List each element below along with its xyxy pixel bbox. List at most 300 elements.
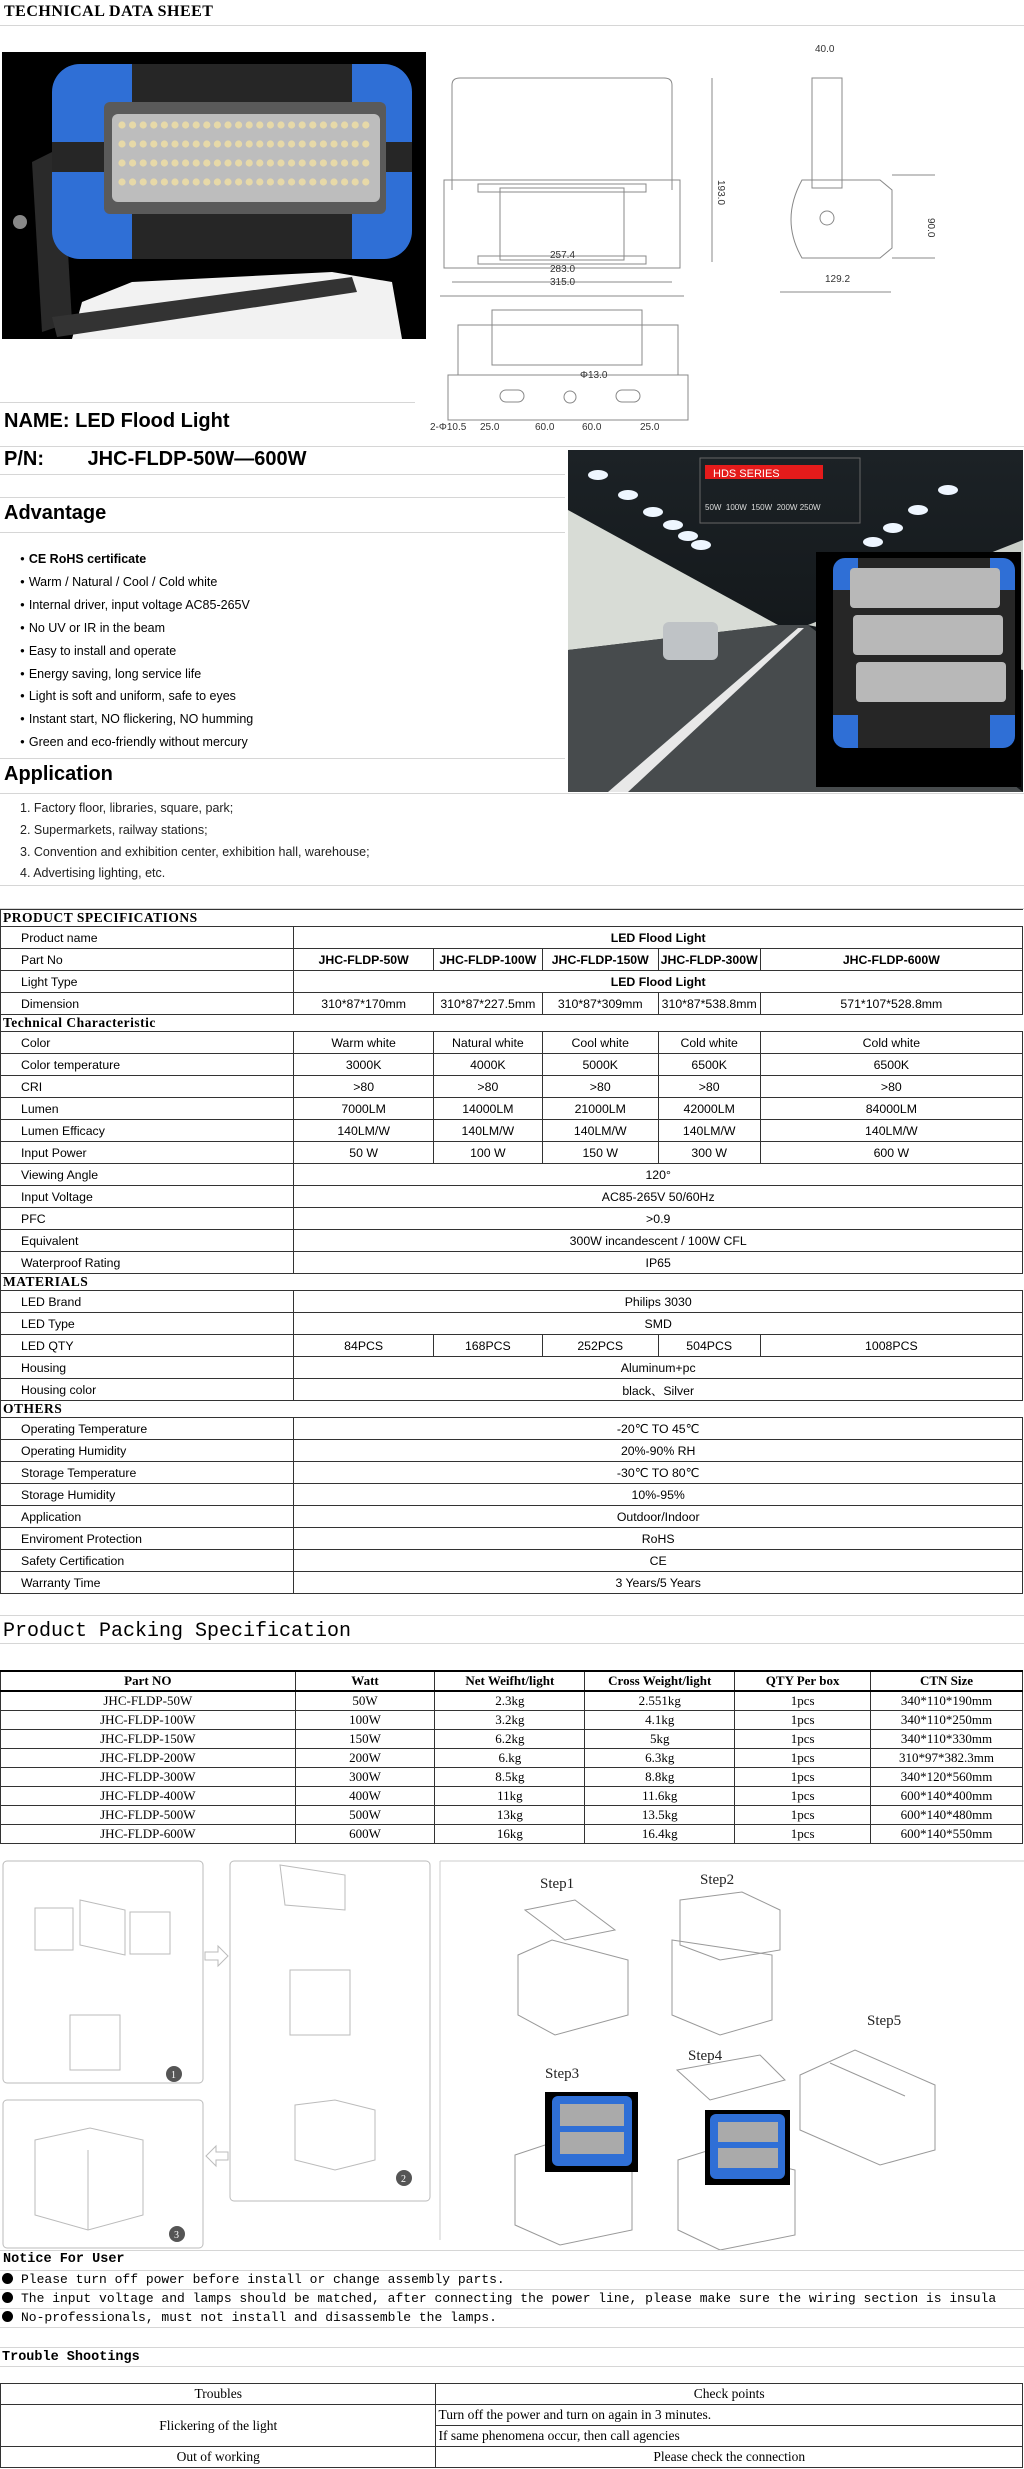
spec-label: Storage Temperature	[1, 1462, 294, 1484]
packing-cell: 6.3kg	[585, 1748, 735, 1767]
document-title: TECHNICAL DATA SHEET	[4, 3, 214, 20]
led-chip	[129, 121, 136, 128]
led-chip	[214, 178, 221, 185]
tunnel-application-photo	[568, 450, 1023, 792]
packing-cell: 13kg	[435, 1805, 585, 1824]
spec-value: 310*87*227.5mm	[433, 993, 542, 1015]
spec-value: 20%-90% RH	[294, 1440, 1023, 1462]
packing-row	[1, 1805, 1023, 1824]
led-chip	[214, 121, 221, 128]
ceiling-light	[883, 523, 903, 533]
spec-value: Cool white	[542, 1032, 658, 1054]
led-chip	[140, 159, 147, 166]
trouble-table	[0, 2383, 1023, 2468]
led-chip	[118, 159, 125, 166]
dim-label: 60.0	[535, 422, 555, 430]
packing-cell: 1pcs	[735, 1710, 871, 1729]
ceiling-light	[908, 505, 928, 515]
packing-cell: JHC-FLDP-300W	[1, 1767, 296, 1786]
spec-label: Lumen	[1, 1098, 294, 1120]
led-chip	[118, 178, 125, 185]
packing-header-row	[1, 1671, 1023, 1691]
led-chip	[161, 159, 168, 166]
spec-label: LED QTY	[1, 1335, 294, 1357]
packing-cell: 11kg	[435, 1786, 585, 1805]
bullet-icon	[2, 2292, 13, 2303]
led-chip	[182, 140, 189, 147]
led-chip	[330, 121, 337, 128]
spec-value: >80	[433, 1076, 542, 1098]
led-chip	[161, 121, 168, 128]
spec-label: Safety Certification	[1, 1550, 294, 1572]
spec-value: 504PCS	[658, 1335, 760, 1357]
led-chip	[203, 159, 210, 166]
packing-row	[1, 1748, 1023, 1767]
spec-value: Outdoor/Indoor	[294, 1506, 1023, 1528]
packing-cell: 50W	[295, 1691, 435, 1710]
spec-value: 120°	[294, 1164, 1023, 1186]
packing-cell: 1pcs	[735, 1767, 871, 1786]
application-item: 4. Advertising lighting, etc.	[20, 866, 166, 881]
led-chip	[362, 121, 369, 128]
packing-cell: 3.2kg	[435, 1710, 585, 1729]
packing-cell: JHC-FLDP-100W	[1, 1710, 296, 1729]
led-chip	[288, 121, 295, 128]
ceiling-light	[588, 470, 608, 480]
spec-label: Enviroment Protection	[1, 1528, 294, 1550]
packing-cell: 600*140*400mm	[871, 1786, 1023, 1805]
spec-label: Housing color	[1, 1379, 294, 1401]
dim-label: Φ13.0	[580, 370, 608, 381]
spec-label: Storage Humidity	[1, 1484, 294, 1506]
series-label: HDS SERIES	[713, 468, 780, 480]
led-chip	[235, 121, 242, 128]
led-chip	[214, 140, 221, 147]
product-spec-table	[0, 909, 1023, 1594]
led-chip	[150, 140, 157, 147]
spec-label: Waterproof Rating	[1, 1252, 294, 1274]
packing-table	[0, 1670, 1023, 1844]
spec-value: 21000LM	[542, 1098, 658, 1120]
packing-cell: 600*140*550mm	[871, 1824, 1023, 1843]
spec-value: 42000LM	[658, 1098, 760, 1120]
product-photo	[2, 52, 426, 339]
packing-col-header: Watt	[295, 1671, 435, 1691]
led-chip	[193, 121, 200, 128]
notice-text: No-professionals, must not install and disassemble the lamps.	[21, 2310, 497, 2325]
led-chip	[246, 178, 253, 185]
packing-cell: 6.kg	[435, 1748, 585, 1767]
led-chip	[277, 140, 284, 147]
packing-cell: 1pcs	[735, 1824, 871, 1843]
led-chip	[193, 159, 200, 166]
led-chip	[267, 159, 274, 166]
led-chip	[309, 121, 316, 128]
led-chip	[235, 140, 242, 147]
packing-row	[1, 1824, 1023, 1843]
notice-item	[2, 2272, 505, 2287]
series-wattages: 50W 100W 150W 200W 250W	[705, 503, 821, 512]
section-technical: Technical Characteristic	[1, 1015, 1023, 1032]
spec-label: Application	[1, 1506, 294, 1528]
led-chip	[246, 159, 253, 166]
spec-value: 3 Years/5 Years	[294, 1572, 1023, 1594]
led-chip	[309, 178, 316, 185]
led-chip	[256, 140, 263, 147]
led-chip	[224, 121, 231, 128]
dim-label: 40.0	[815, 44, 835, 55]
led-chip	[118, 140, 125, 147]
led-chip	[203, 121, 210, 128]
spec-value: JHC-FLDP-100W	[433, 949, 542, 971]
application-item: 1. Factory floor, libraries, square, park;	[20, 801, 234, 815]
check-cell: If same phenomena occur, then call agencies	[436, 2426, 1023, 2447]
packing-cell: 300W	[295, 1767, 435, 1786]
packing-row	[1, 1691, 1023, 1710]
led-chip	[277, 178, 284, 185]
dimension-drawing	[430, 40, 1024, 430]
spec-value: 100 W	[433, 1142, 542, 1164]
spec-value: >0.9	[294, 1208, 1023, 1230]
led-chip	[341, 140, 348, 147]
led-chip	[193, 178, 200, 185]
led-chip	[277, 121, 284, 128]
led-chip	[246, 121, 253, 128]
spec-label: Housing	[1, 1357, 294, 1379]
spec-label: Color temperature	[1, 1054, 294, 1076]
spec-value: CE	[294, 1550, 1023, 1572]
spec-value: 4000K	[433, 1054, 542, 1076]
led-chip	[182, 159, 189, 166]
packing-cell: 150W	[295, 1729, 435, 1748]
ceiling-light	[938, 485, 958, 495]
dim-label: 257.4	[550, 250, 576, 261]
led-chip	[288, 159, 295, 166]
spec-value: Cold white	[760, 1032, 1022, 1054]
spec-value: >80	[658, 1076, 760, 1098]
spec-value: 6500K	[760, 1054, 1022, 1076]
packing-cell: 4.1kg	[585, 1710, 735, 1729]
packing-cell: 600*140*480mm	[871, 1805, 1023, 1824]
ceiling-light	[618, 490, 638, 500]
ceiling-light	[691, 540, 711, 550]
flood-light-illustration	[2, 52, 426, 339]
packing-col-header: QTY Per box	[735, 1671, 871, 1691]
led-chip	[182, 121, 189, 128]
led-chip	[171, 121, 178, 128]
packing-cell: 2.3kg	[435, 1691, 585, 1710]
packing-cell: 5kg	[585, 1729, 735, 1748]
spec-value: 140LM/W	[658, 1120, 760, 1142]
spec-value: SMD	[294, 1313, 1023, 1335]
led-chip	[352, 140, 359, 147]
led-chip	[193, 140, 200, 147]
packing-steps-svg	[0, 1860, 1024, 2250]
led-chip	[320, 121, 327, 128]
led-chip	[288, 178, 295, 185]
led-chip	[150, 178, 157, 185]
spec-value: JHC-FLDP-600W	[760, 949, 1022, 971]
led-chip	[129, 140, 136, 147]
spec-label: Dimension	[1, 993, 294, 1015]
spec-label: PFC	[1, 1208, 294, 1230]
spec-label: Product name	[1, 927, 294, 949]
packing-row	[1, 1729, 1023, 1748]
led-chip	[362, 140, 369, 147]
packing-cell: 340*110*250mm	[871, 1710, 1023, 1729]
led-chip	[267, 178, 274, 185]
spec-value: 10%-95%	[294, 1484, 1023, 1506]
led-chip	[171, 159, 178, 166]
led-chip	[214, 159, 221, 166]
led-chip	[267, 140, 274, 147]
pn-value: JHC-FLDP-50W—600W	[87, 448, 307, 470]
check-cell: Turn off the power and turn on again in 3 minutes.	[436, 2405, 1023, 2426]
notice-item	[2, 2291, 996, 2306]
step-label: Step1	[540, 1876, 575, 1892]
advantage-item: ● Light is soft and uniform, safe to eyes	[20, 685, 253, 708]
packing-cell: 1pcs	[735, 1729, 871, 1748]
led-chip	[256, 178, 263, 185]
advantage-item: ● CE RoHS certificate	[20, 548, 253, 571]
dim-label: 283.0	[550, 264, 576, 275]
spec-value: black、Silver	[294, 1379, 1023, 1401]
spec-value: 571*107*528.8mm	[760, 993, 1022, 1015]
spec-value: 3000K	[294, 1054, 434, 1076]
led-chip	[161, 178, 168, 185]
part-number-line	[4, 448, 306, 471]
spec-value: >80	[294, 1076, 434, 1098]
led-chip	[129, 178, 136, 185]
packing-cell: 16kg	[435, 1824, 585, 1843]
ceiling-light	[663, 520, 683, 530]
spec-value: Warm white	[294, 1032, 434, 1054]
led-chip	[140, 140, 147, 147]
trouble-cell: Out of working	[1, 2447, 436, 2468]
application-item: 3. Convention and exhibition center, exhibition hall, warehouse;	[20, 844, 370, 859]
led-chip	[140, 178, 147, 185]
advantage-item: ● Warm / Natural / Cool / Cold white	[20, 571, 253, 594]
spec-label: Lumen Efficacy	[1, 1120, 294, 1142]
led-chip	[341, 121, 348, 128]
spec-value: 140LM/W	[294, 1120, 434, 1142]
packing-cell: 6.2kg	[435, 1729, 585, 1748]
notice-text: Please turn off power before install or change assembly parts.	[21, 2272, 505, 2287]
spec-value: JHC-FLDP-300W	[658, 949, 760, 971]
advantage-heading: Advantage	[4, 502, 107, 524]
trouble-cell: Flickering of the light	[1, 2405, 436, 2447]
spec-label: Part No	[1, 949, 294, 971]
spec-value: 6500K	[658, 1054, 760, 1076]
spec-value: 310*87*170mm	[294, 993, 434, 1015]
application-list	[20, 798, 370, 885]
packing-steps-illustration	[0, 1860, 1024, 2250]
packing-cell: 8.5kg	[435, 1767, 585, 1786]
spec-value: 7000LM	[294, 1098, 434, 1120]
packing-cell: 200W	[295, 1748, 435, 1767]
spec-value: JHC-FLDP-50W	[294, 949, 434, 971]
spec-label: LED Brand	[1, 1291, 294, 1313]
packing-cell: 2.551kg	[585, 1691, 735, 1710]
spec-value: LED Flood Light	[294, 971, 1023, 993]
advantage-item: ● Green and eco-friendly without mercury	[20, 731, 253, 754]
spec-value: 300W incandescent / 100W CFL	[294, 1230, 1023, 1252]
drawing-svg	[430, 40, 1024, 430]
dim-label: 25.0	[480, 422, 500, 430]
application-item: 2. Supermarkets, railway stations;	[20, 822, 208, 837]
led-chip	[352, 178, 359, 185]
check-cell: Please check the connection	[436, 2447, 1023, 2468]
packing-cell: 1pcs	[735, 1748, 871, 1767]
led-chip	[203, 140, 210, 147]
spec-label: Light Type	[1, 971, 294, 993]
spec-value: JHC-FLDP-150W	[542, 949, 658, 971]
packing-cell: 13.5kg	[585, 1805, 735, 1824]
advantage-list	[20, 548, 253, 754]
step-label: Step4	[688, 2048, 723, 2064]
led-chip	[235, 159, 242, 166]
tunnel-illustration	[568, 450, 1023, 792]
led-chip	[362, 178, 369, 185]
led-chip	[320, 140, 327, 147]
led-chip	[161, 140, 168, 147]
led-chip	[288, 140, 295, 147]
spec-value: Aluminum+pc	[294, 1357, 1023, 1379]
dim-label: 25.0	[640, 422, 660, 430]
packing-col-header: Part NO	[1, 1671, 296, 1691]
spec-value: 310*87*538.8mm	[658, 993, 760, 1015]
dim-label: 60.0	[582, 422, 602, 430]
led-chip	[320, 159, 327, 166]
led-chip	[330, 140, 337, 147]
packing-col-header: CTN Size	[871, 1671, 1023, 1691]
led-chip	[256, 159, 263, 166]
packing-cell: 8.8kg	[585, 1767, 735, 1786]
name-value: LED Flood Light	[75, 410, 230, 432]
spec-value: -20℃ TO 45℃	[294, 1418, 1023, 1440]
spec-value: 140LM/W	[542, 1120, 658, 1142]
led-chip	[341, 159, 348, 166]
step-label: Step5	[867, 2013, 902, 2029]
product-name-line	[4, 410, 230, 433]
packing-cell: 500W	[295, 1805, 435, 1824]
packing-cell: 1pcs	[735, 1805, 871, 1824]
check-col-header: Check points	[436, 2384, 1023, 2405]
led-chip	[224, 178, 231, 185]
spec-label: Color	[1, 1032, 294, 1054]
spec-value: 600 W	[760, 1142, 1022, 1164]
spec-label: Equivalent	[1, 1230, 294, 1252]
spec-label: Input Power	[1, 1142, 294, 1164]
dim-label: 315.0	[550, 277, 576, 288]
spec-value: 84000LM	[760, 1098, 1022, 1120]
packing-cell: JHC-FLDP-500W	[1, 1805, 296, 1824]
advantage-item: ● Instant start, NO flickering, NO humming	[20, 708, 253, 731]
packing-cell: 11.6kg	[585, 1786, 735, 1805]
led-chip	[171, 140, 178, 147]
spec-value: 140LM/W	[433, 1120, 542, 1142]
packing-col-header: Cross Weight/light	[585, 1671, 735, 1691]
step-badge: 3	[174, 2230, 179, 2241]
spec-value: 50 W	[294, 1142, 434, 1164]
advantage-item: ● Internal driver, input voltage AC85-265V	[20, 594, 253, 617]
led-chip	[352, 121, 359, 128]
spec-value: 84PCS	[294, 1335, 434, 1357]
name-label: NAME:	[4, 410, 70, 432]
led-chip	[299, 121, 306, 128]
led-chip	[299, 140, 306, 147]
led-chip	[140, 121, 147, 128]
spec-value: RoHS	[294, 1528, 1023, 1550]
application-heading: Application	[4, 763, 113, 785]
led-chip	[246, 140, 253, 147]
packing-cell: 1pcs	[735, 1786, 871, 1805]
led-chip	[203, 178, 210, 185]
trouble-col-header: Troubles	[1, 2384, 436, 2405]
spec-value: Natural white	[433, 1032, 542, 1054]
spec-label: Operating Humidity	[1, 1440, 294, 1462]
dim-label: 129.2	[825, 274, 851, 285]
advantage-item: ● Easy to install and operate	[20, 640, 253, 663]
ceiling-light	[643, 507, 663, 517]
spec-value: IP65	[294, 1252, 1023, 1274]
spec-value: 1008PCS	[760, 1335, 1022, 1357]
spec-value: AC85-265V 50/60Hz	[294, 1186, 1023, 1208]
spec-label: Warranty Time	[1, 1572, 294, 1594]
packing-cell: 400W	[295, 1786, 435, 1805]
led-chip	[171, 178, 178, 185]
packing-col-header: Net Weifht/light	[435, 1671, 585, 1691]
spec-label: Operating Temperature	[1, 1418, 294, 1440]
led-chip	[224, 140, 231, 147]
packing-cell: 340*110*190mm	[871, 1691, 1023, 1710]
spec-label: Input Voltage	[1, 1186, 294, 1208]
spec-value: >80	[542, 1076, 658, 1098]
led-chip	[309, 140, 316, 147]
ceiling-light	[678, 531, 698, 541]
packing-cell: JHC-FLDP-150W	[1, 1729, 296, 1748]
spec-value: >80	[760, 1076, 1022, 1098]
led-chip	[352, 159, 359, 166]
led-chip	[299, 159, 306, 166]
packing-cell: JHC-FLDP-50W	[1, 1691, 296, 1710]
spec-value: 310*87*309mm	[542, 993, 658, 1015]
bullet-icon	[2, 2311, 13, 2322]
packing-heading: Product Packing Specification	[3, 1620, 352, 1643]
spec-label: CRI	[1, 1076, 294, 1098]
spec-value: -30℃ TO 80℃	[294, 1462, 1023, 1484]
packing-cell: 100W	[295, 1710, 435, 1729]
led-chip	[277, 159, 284, 166]
led-chip	[150, 121, 157, 128]
notice-text: The input voltage and lamps should be matched, after connecting the power line, please make sure the wiring section is insula	[21, 2291, 997, 2306]
led-chip	[256, 121, 263, 128]
spec-value: Philips 3030	[294, 1291, 1023, 1313]
spec-value: 14000LM	[433, 1098, 542, 1120]
packing-cell: 310*97*382.3mm	[871, 1748, 1023, 1767]
dim-label: 90.0	[925, 218, 936, 238]
led-chip	[330, 178, 337, 185]
spec-value: 150 W	[542, 1142, 658, 1164]
packing-cell: JHC-FLDP-600W	[1, 1824, 296, 1843]
led-chip	[118, 121, 125, 128]
led-chip	[309, 159, 316, 166]
led-chip	[299, 178, 306, 185]
packing-cell: 340*110*330mm	[871, 1729, 1023, 1748]
led-chip	[320, 178, 327, 185]
packing-row	[1, 1710, 1023, 1729]
led-chip	[129, 159, 136, 166]
